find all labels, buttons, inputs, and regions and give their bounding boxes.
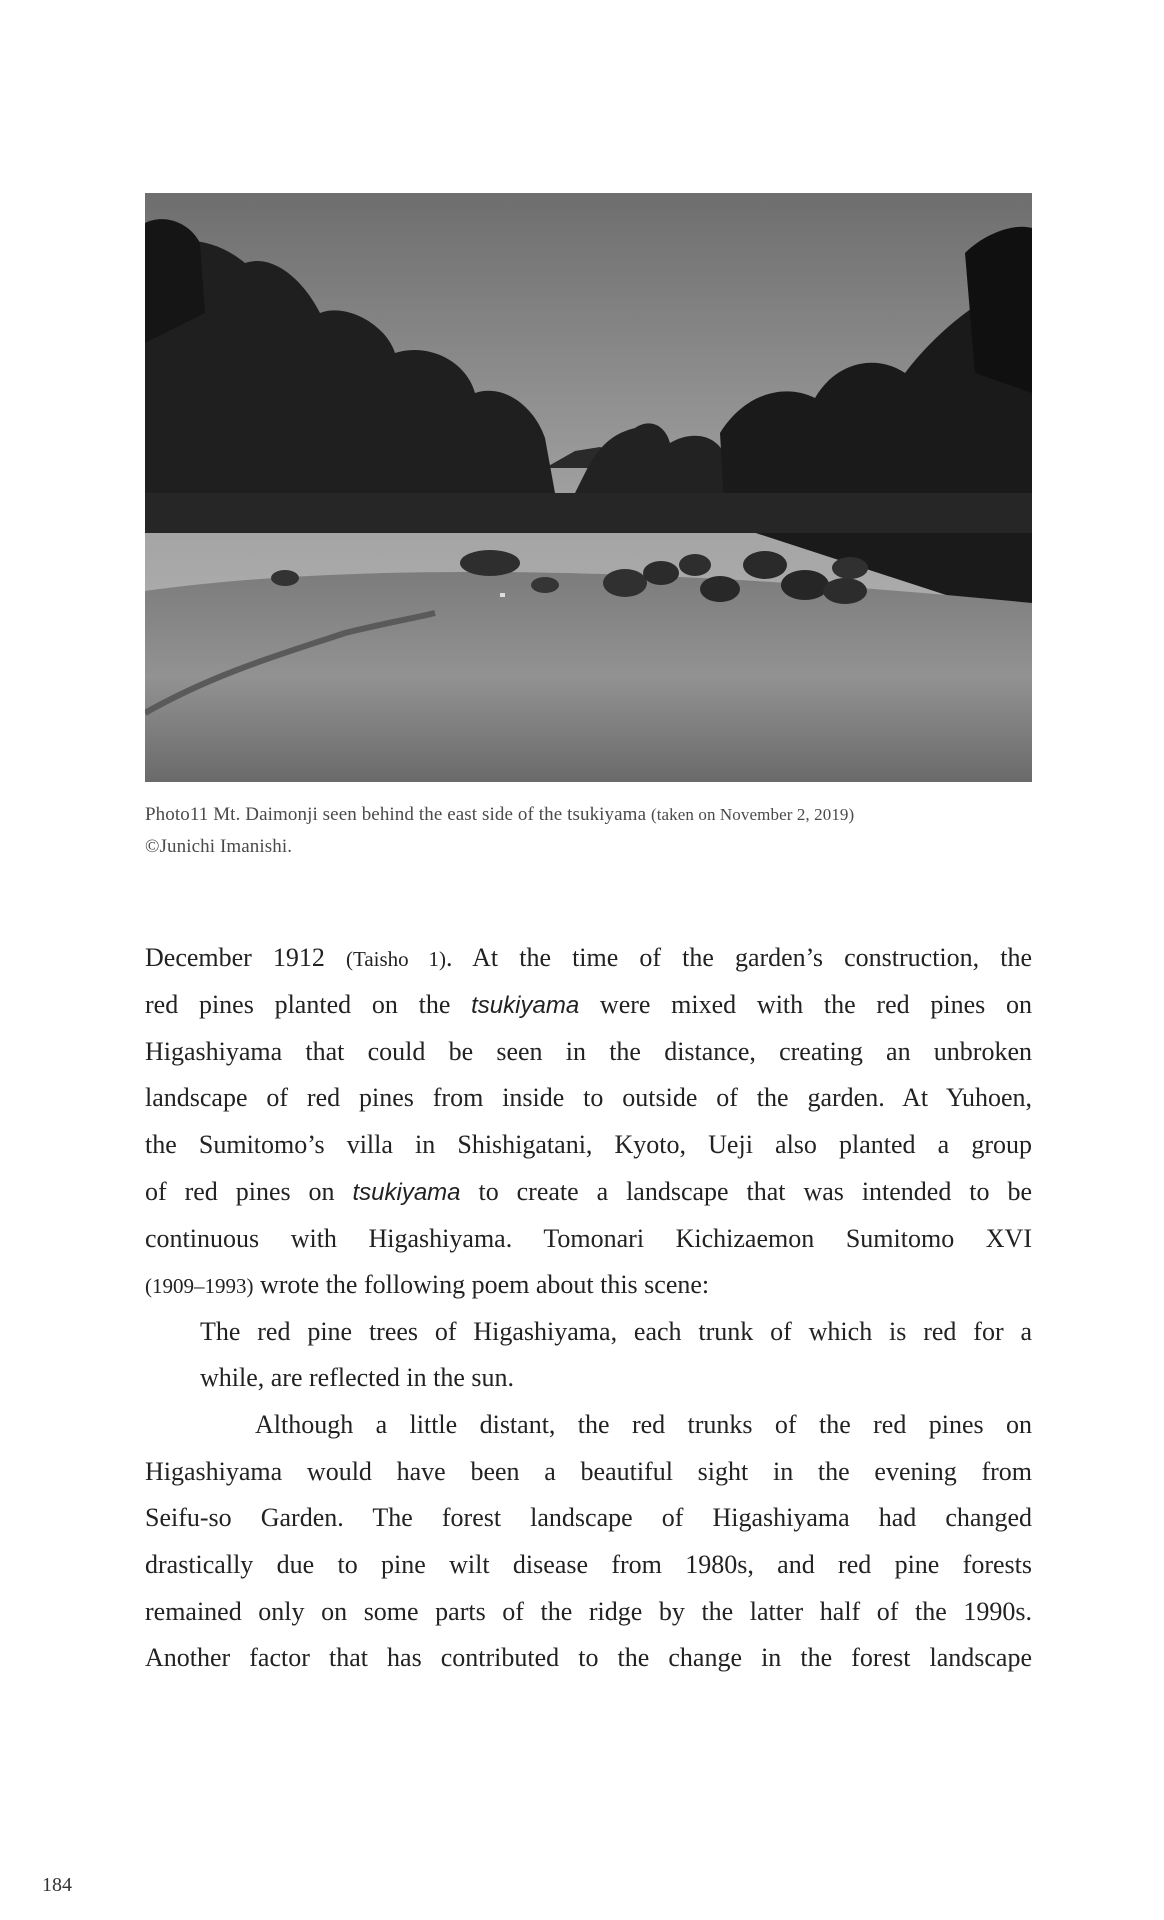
caption-date: (taken on November 2, 2019) xyxy=(650,805,855,824)
body-line: remained only on some parts of the ridge by the latter half of the 1990s. xyxy=(145,1597,1032,1626)
poem-line: The red pine trees of Higashiyama, each trunk of which is red for a xyxy=(200,1317,1032,1346)
body-line: December 1912 (Taisho 1). At the time of the garden’s construction, the xyxy=(145,943,1032,972)
body-line: Higashiyama would have been a beautiful sight in the evening from xyxy=(145,1457,1032,1486)
poem-line: while, are reflected in the sun. xyxy=(200,1363,515,1392)
body-line: the Sumitomo’s villa in Shishigatani, Kyoto, Ueji also planted a group xyxy=(145,1130,1032,1159)
body-line: landscape of red pines from inside to outside of the garden. At Yuhoen, xyxy=(145,1083,1032,1112)
caption-main: Photo11 Mt. Daimonji seen behind the east side of the tsukiyama xyxy=(145,804,651,825)
body-line: Another factor that has contributed to the change in the forest landscape xyxy=(145,1643,1032,1672)
body-line: Although a little distant, the red trunks of the red pines on xyxy=(255,1410,1032,1439)
body-line: drastically due to pine wilt disease from 1980s, and red pine forests xyxy=(145,1550,1032,1579)
body-line: of red pines on tsukiyama to create a landscape that was intended to be xyxy=(145,1177,1032,1206)
body-line: (1909–1993) wrote the following poem about this scene: xyxy=(145,1270,710,1299)
page-number: 184 xyxy=(42,1874,72,1896)
body-line: Seifu-so Garden. The forest landscape of Higashiyama had changed xyxy=(145,1503,1032,1532)
body-line: Higashiyama that could be seen in the distance, creating an unbroken xyxy=(145,1037,1032,1066)
figure-caption xyxy=(145,798,1045,831)
garden-photo xyxy=(145,193,1032,782)
body-line: red pines planted on the tsukiyama were mixed with the red pines on xyxy=(145,990,1032,1019)
body-line: continuous with Higashiyama. Tomonari Kichizaemon Sumitomo XVI xyxy=(145,1224,1032,1253)
caption-credit: ©Junichi Imanishi. xyxy=(145,836,293,857)
